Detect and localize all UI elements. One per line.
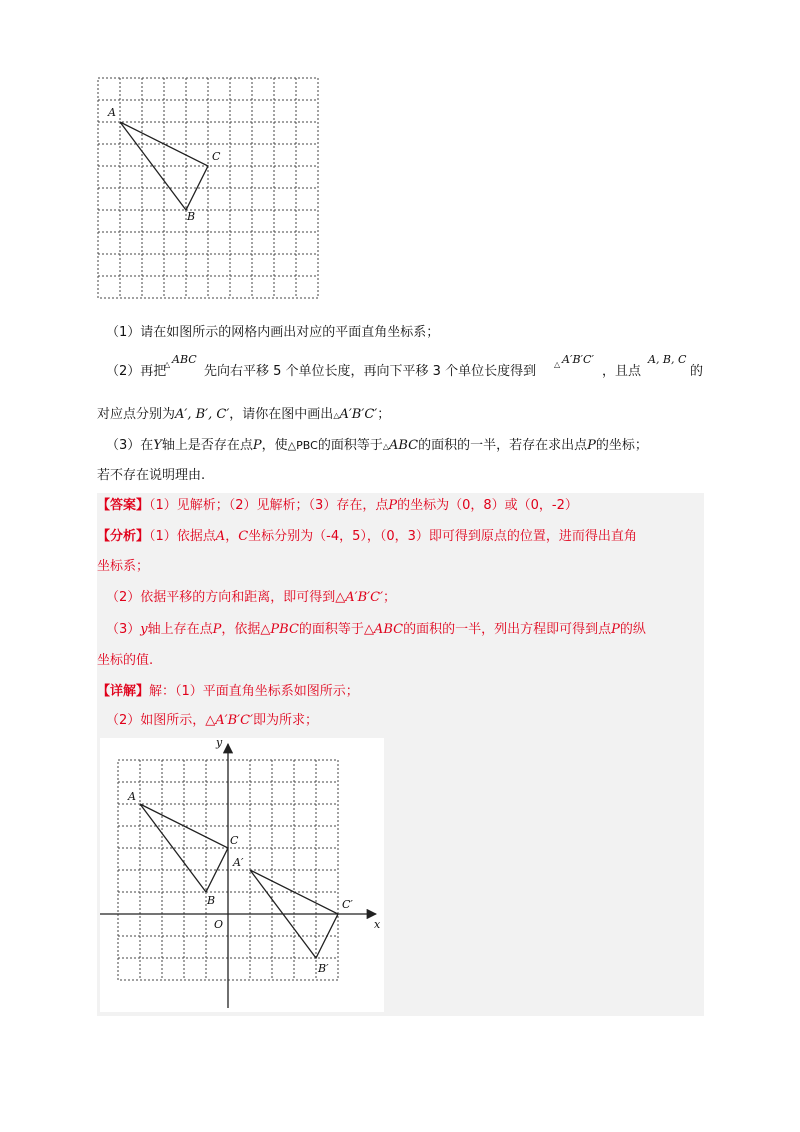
detail-l2-a: （2）如图所示，: [106, 713, 206, 728]
q3-p1: 在: [140, 438, 154, 453]
q2-abc: ABC: [172, 353, 197, 366]
analysis-l4-f: 的纵: [619, 622, 646, 637]
q2-triangle-symbol-2: △: [554, 360, 561, 369]
q3-p2: 轴上是否存在点: [161, 438, 253, 453]
q3-y: Y: [153, 438, 162, 453]
q3-num: （3）: [106, 438, 141, 453]
analysis-l4-a: （3）: [106, 622, 141, 637]
fig2-label-a: A: [128, 790, 136, 803]
q2-triangle-symbol-3: △: [333, 411, 340, 420]
question-3-line-2: 若不存在说明理由.: [97, 468, 206, 483]
fig1-label-b: B: [187, 210, 196, 223]
analysis-l3-tri: △A′B′C′: [335, 590, 384, 605]
analysis-line-3: [106, 588, 396, 608]
analysis-l1-a: （1）依据点: [149, 529, 216, 544]
fig1-label-a: A: [108, 106, 116, 119]
q2-points: A, B, C: [648, 353, 687, 366]
q3-p4: 的面积等于: [317, 438, 383, 453]
answer-text-a: （1）见解析；（2）见解析；（3）存在，点: [149, 498, 389, 513]
analysis-y: y: [140, 622, 148, 637]
detail-tag: 【详解】: [97, 684, 150, 699]
detail-line-2: [106, 711, 318, 731]
q3-point-p: P: [252, 438, 262, 453]
q2-line2-a: 对应点分别为: [97, 407, 176, 422]
question-3-line-1: [106, 436, 648, 457]
analysis-p: P: [212, 622, 222, 637]
detail-line-1: [97, 682, 359, 702]
q2-text-4: 的: [690, 364, 704, 379]
q2-line2-b: ，请你在图中画出: [229, 407, 334, 422]
analysis-l1-b: ，: [225, 529, 239, 544]
detail-l1-b: （1）平面直角坐标系如图所示；: [175, 684, 359, 699]
fig2-label-b-prime: B′: [318, 962, 329, 975]
q2-text-3: ，且点: [602, 364, 642, 379]
q3-p6: 的坐标；: [595, 438, 648, 453]
q3-point-p-2: P: [587, 438, 596, 453]
q1-num: （1）: [106, 325, 141, 340]
analysis-c: C: [238, 529, 249, 544]
q2-abc-prime-2: A′B′C′: [339, 407, 378, 422]
q2-text-2: 先向右平移 5 个单位长度，再向下平移 3 个单位长度得到: [204, 364, 537, 379]
fig2-label-c-prime: C′: [342, 898, 353, 911]
q2-abc-prime: A′B′C′: [562, 353, 594, 366]
question-2-line-2: [97, 405, 390, 426]
q3-triangle-symbol: △: [382, 442, 389, 451]
analysis-abc: △ABC: [363, 622, 404, 637]
fig2-label-y: y: [216, 736, 223, 749]
answer-point-p: P: [388, 498, 398, 513]
figure-1-grid: [96, 76, 322, 300]
analysis-l1-c: 坐标分别为（-4，5），（0，3）即可得到原点的位置，进而得出直角: [248, 529, 637, 544]
detail-l2-tri: △A′B′C′: [205, 713, 254, 728]
q3-p5: 的面积的一半，若存在求出点: [418, 438, 588, 453]
analysis-l4-c: ，依据: [221, 622, 261, 637]
answer-line: [97, 496, 578, 516]
analysis-l4-e: 的面积的一半，列出方程即可得到点: [403, 622, 612, 637]
answer-tag: 【答案】: [97, 498, 150, 513]
fig2-label-b: B: [207, 894, 216, 907]
analysis-tag: 【分析】: [97, 529, 150, 544]
q3-abc: ABC: [388, 438, 419, 453]
analysis-pbc: △PBC: [260, 622, 299, 637]
analysis-line-1: [97, 527, 637, 547]
q1-text: 请在如图所示的网格内画出对应的平面直角坐标系；: [140, 325, 440, 340]
fig2-label-c: C: [230, 834, 239, 847]
figure-2-coordinate-plane: [100, 738, 384, 1012]
analysis-p-2: P: [611, 622, 620, 637]
analysis-line-5: 坐标的值.: [97, 653, 154, 668]
detail-l2-b: 即为所求；: [253, 713, 319, 728]
q3-pbc: △PBC: [287, 439, 318, 452]
q3-p3: ，使: [261, 438, 288, 453]
question-2-line-1: [106, 362, 166, 382]
analysis-l3-b: ；: [383, 590, 397, 605]
analysis-l3-a: （2）依据平移的方向和距离，即可得到: [106, 590, 336, 605]
fig2-label-o: O: [214, 918, 224, 931]
q2-text-1: 再把: [140, 364, 167, 379]
question-1: [106, 323, 439, 343]
analysis-a: A: [215, 529, 226, 544]
fig2-label-a-prime: A′: [233, 856, 244, 869]
detail-l1-a: 解：: [149, 684, 176, 699]
analysis-line-2: 坐标系；: [97, 559, 150, 574]
q2-points-prime: A′, B′, C′: [175, 407, 230, 422]
answer-text-b: 的坐标为（0，8）或（0，-2）: [397, 498, 578, 513]
analysis-l4-b: 轴上存在点: [147, 622, 213, 637]
q2-triangle-symbol: △: [164, 360, 171, 369]
q2-num: （2）: [106, 364, 141, 379]
analysis-l4-d: 的面积等于: [298, 622, 364, 637]
fig1-label-c: C: [212, 150, 221, 163]
fig2-label-x: x: [374, 918, 381, 931]
analysis-line-4: [106, 620, 646, 640]
q2-line2-c: ；: [377, 407, 391, 422]
